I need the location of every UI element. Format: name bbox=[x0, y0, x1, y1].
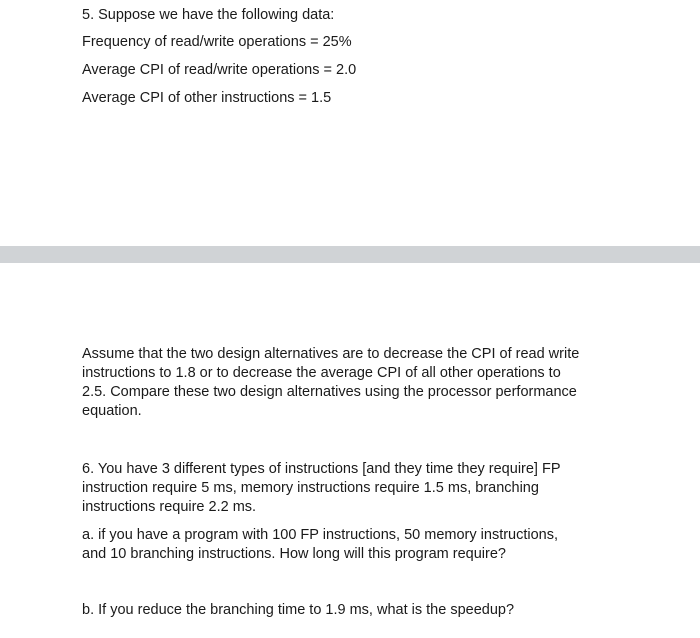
question-6-part-a bbox=[82, 526, 622, 564]
task-line: equation. bbox=[82, 403, 142, 419]
intro-line: 6. You have 3 different types of instructions [and they time they require] FP bbox=[82, 461, 561, 477]
task-line: 2.5. Compare these two design alternatives using the processor performance bbox=[82, 384, 577, 400]
part-a-line: and 10 branching instructions. How long will this program require? bbox=[82, 546, 506, 562]
part-a-line: a. if you have a program with 100 FP instructions, 50 memory instructions, bbox=[82, 527, 559, 543]
task-line: instructions to 1.8 or to decrease the average CPI of all other operations to bbox=[82, 365, 561, 381]
task-line: Assume that the two design alternatives are to decrease the CPI of read write bbox=[82, 346, 580, 362]
question-6-intro bbox=[82, 460, 622, 517]
question-5-heading: 5. Suppose we have the following data: bbox=[82, 7, 335, 23]
intro-line: instructions require 2.2 ms. bbox=[82, 499, 257, 515]
question-6-part-b: b. If you reduce the branching time to 1.9 ms, what is the speedup? bbox=[82, 602, 515, 618]
data-line-cpi-read-write: Average CPI of read/write operations = 2.0 bbox=[82, 62, 357, 78]
intro-line: instruction require 5 ms, memory instructions require 1.5 ms, branching bbox=[82, 480, 539, 496]
data-line-cpi-other: Average CPI of other instructions = 1.5 bbox=[82, 90, 332, 106]
question-5-task bbox=[82, 345, 622, 421]
page-divider bbox=[0, 246, 700, 263]
data-line-frequency: Frequency of read/write operations = 25% bbox=[82, 34, 352, 50]
